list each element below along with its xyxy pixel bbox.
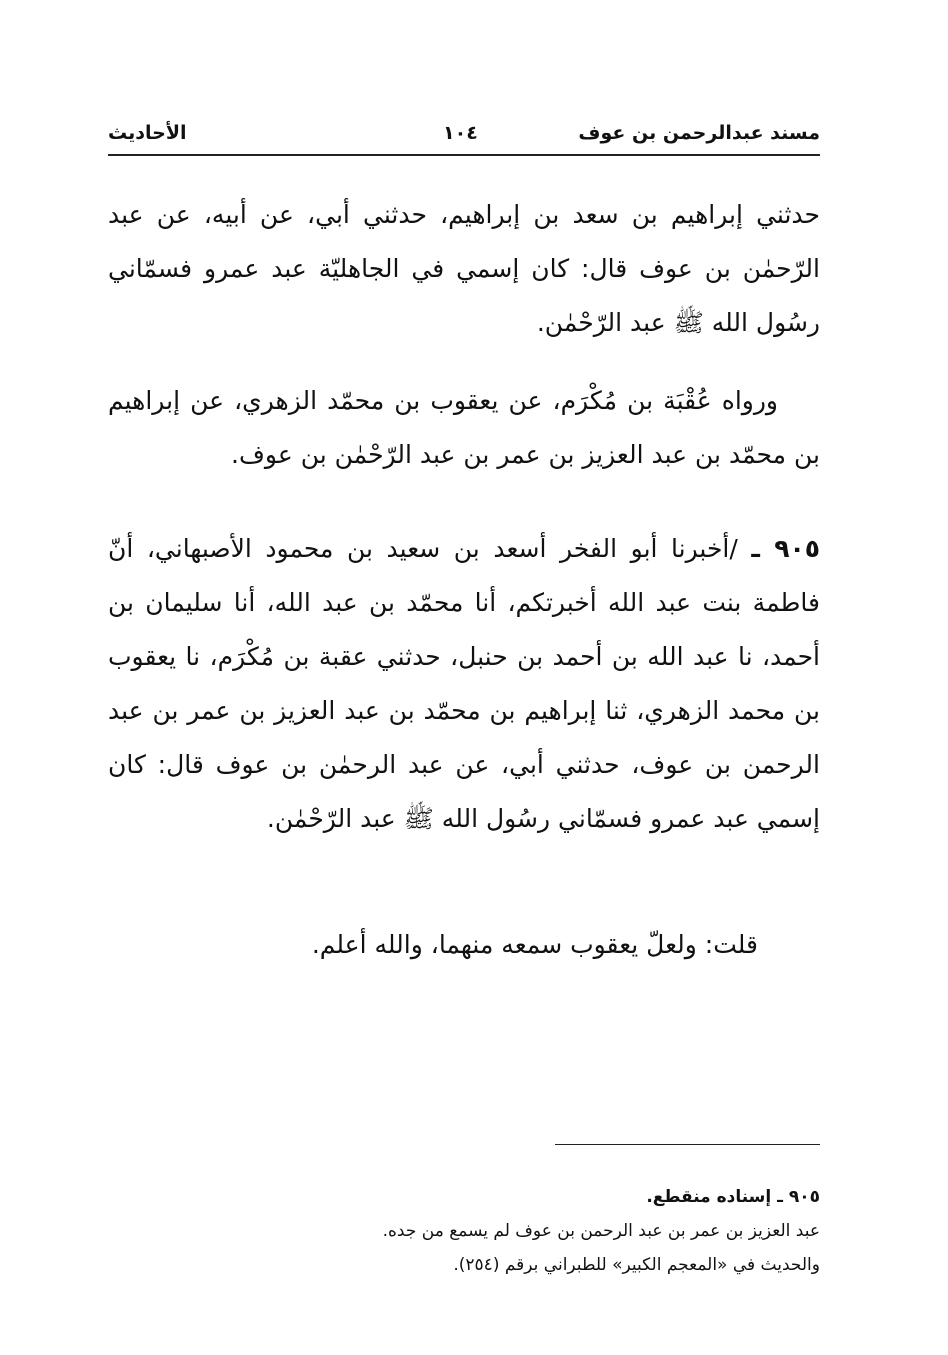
paragraph-alternate-narration: ورواه عُقْبَة بن مُكْرَم، عن يعقوب بن محمّد الزهري، عن إبراهيم بن محمّد بن عبد العزيز بن عمر بن عبد الرّحْمٰن بن عوف. (108, 386, 820, 469)
footnote-line: ٩٠٥ ـ إسناده منقطع. (646, 1187, 820, 1207)
hadith-number: ٩٠٥ ـ (751, 534, 820, 563)
page-number: ١٠٤ (443, 122, 478, 144)
page-header (108, 118, 820, 152)
footnotes (108, 1180, 820, 1282)
footnote-divider (555, 1144, 820, 1145)
header-divider (108, 154, 820, 156)
paragraph-hadith-905 (108, 522, 820, 846)
footnote-line: عبد العزيز بن عمر بن عبد الرحمن بن عوف لم يسمع من جده. (382, 1221, 820, 1241)
paragraph-hadith-continuation: حدثني إبراهيم بن سعد بن إبراهيم، حدثني أبي، عن أبيه، عن عبد الرّحمٰن بن عوف قال: كان إسمي في الجاهليّة عبد عمرو فسمّاني رسُول الله ﷺ عبد الرّحْمٰن. (108, 200, 820, 337)
footnote-line: والحديث في «المعجم الكبير» للطبراني برقم (٢٥٤). (453, 1255, 820, 1275)
hadith-905-text: /أخبرنا أبو الفخر أسعد بن سعيد بن محمود الأصبهاني، أنّ فاطمة بنت عبد الله أخبرتكم، أنا محمّد بن عبد الله، أنا سليمان بن أحمد، نا عبد الله بن أحمد بن حنبل، حدثني عقبة بن مُكْرَم، نا يعقوب بن محمد الزهري، ثنا إبراهيم بن محمّد بن عبد العزيز بن عمر بن عبد الرحمن بن عوف، حدثني أبي، عن عبد الرحمٰن بن عوف قال: كان إسمي عبد عمرو فسمّاني رسُول الله ﷺ عبد الرّحْمٰن. (108, 534, 820, 833)
section-title: الأحاديث (108, 122, 187, 144)
paragraph-author-note: قلت: ولعلّ يعقوب سمعه منهما، والله أعلم. (311, 930, 758, 959)
running-title: مسند عبدالرحمن بن عوف (578, 122, 820, 144)
